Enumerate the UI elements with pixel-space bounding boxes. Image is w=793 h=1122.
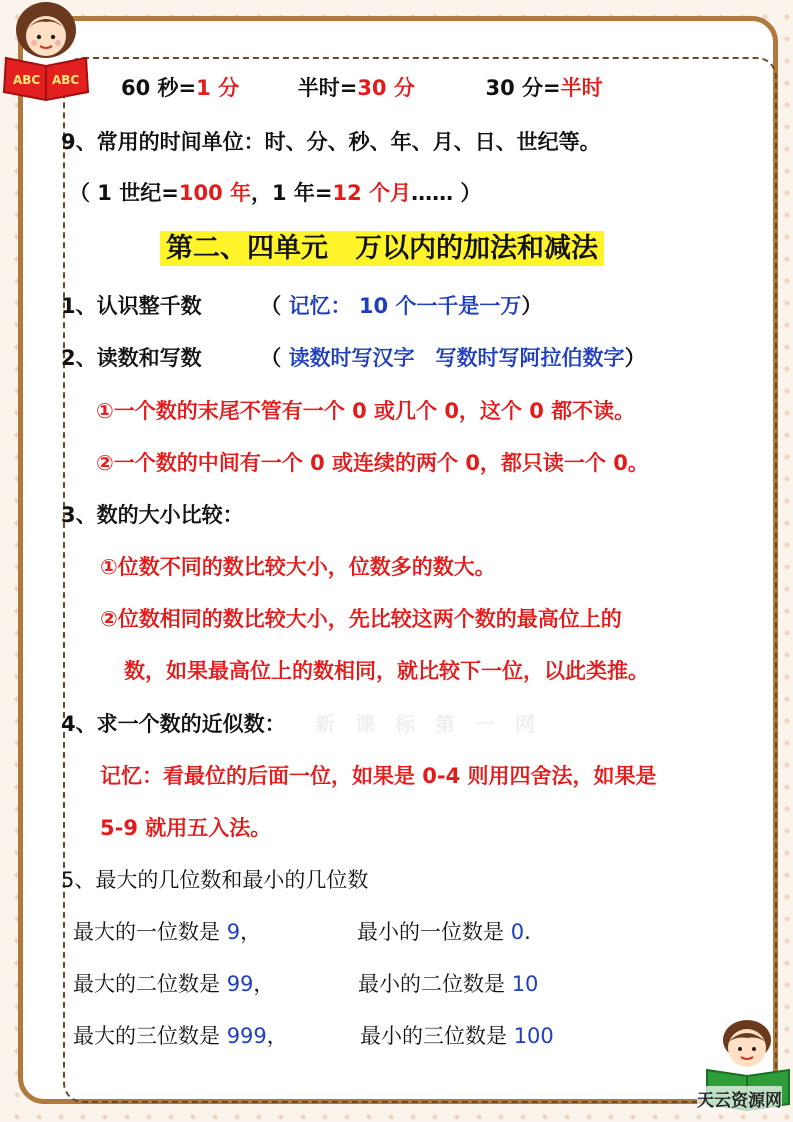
min-value: 0	[510, 920, 525, 944]
century-text: （ 1 世纪=	[69, 181, 179, 205]
min-value: 10	[511, 972, 539, 996]
separator: ，	[253, 972, 275, 996]
max-value: 999	[226, 1024, 267, 1048]
section-1-head: 1、认识整千数	[61, 294, 202, 318]
min-value: 100	[513, 1024, 554, 1048]
book-label-right: ABC	[52, 73, 80, 87]
time-value: 1 分	[196, 76, 240, 100]
century-text: ，1 年=	[251, 181, 333, 205]
section-4-head: 4、求一个数的近似数：	[61, 712, 286, 736]
paren: ）	[624, 346, 646, 370]
period: .	[524, 920, 531, 944]
time-text: 半时=	[297, 76, 358, 100]
century-text: …… ）	[411, 181, 482, 205]
paren: （	[260, 294, 282, 318]
time-value: 30 分	[357, 76, 415, 100]
separator: ，	[266, 1024, 288, 1048]
section-2-head: 2、读数和写数	[61, 346, 202, 370]
section-3-rule-1: ①位数不同的数比较大小，位数多的数大。	[100, 555, 496, 579]
section-3-head: 3、数的大小比较：	[61, 503, 244, 527]
time-conversion-line	[121, 72, 603, 102]
min-label: 最小的三位数是	[360, 1024, 514, 1048]
century-value: 100 年	[178, 181, 251, 205]
time-text: 60 秒=	[121, 76, 197, 100]
max-label: 最大的一位数是	[73, 920, 227, 944]
section-2-rule-1: ①一个数的末尾不管有一个 0 或几个 0，这个 0 都不读。	[96, 399, 636, 423]
section-4-note-b: 5-9 就用五入法。	[100, 816, 272, 840]
unit-title	[160, 226, 604, 265]
section-2	[61, 342, 646, 372]
unit-title-text: 第二、四单元 万以内的加法和减法	[160, 231, 604, 266]
section-3-rule-2b: 数，如果最高位上的数相同，就比较下一位，以此类推。	[124, 659, 649, 683]
section-4-note-a: 记忆：看最位的后面一位，如果是 0-4 则用四舍法，如果是	[100, 764, 657, 788]
max-value: 99	[226, 972, 254, 996]
min-label: 最小的二位数是	[358, 972, 512, 996]
min-label: 最小的一位数是	[357, 920, 511, 944]
max-value: 9	[226, 920, 241, 944]
century-line	[69, 177, 481, 207]
time-text: 30 分=	[485, 76, 561, 100]
paren: ）	[521, 294, 543, 318]
year-value: 12 个月	[332, 181, 412, 205]
separator: ，	[240, 920, 262, 944]
footer-watermark: 天云资源网	[697, 1086, 782, 1111]
section-1	[61, 290, 542, 320]
paren: （	[260, 346, 282, 370]
site-watermark: 新课标第一网	[315, 712, 555, 736]
section-1-note: 记忆： 10 个一千是一万	[288, 294, 522, 318]
book-label-left: ABC	[13, 73, 41, 87]
girl-reading-illustration	[0, 0, 96, 104]
item9-line: 9、常用的时间单位：时、分、秒、年、月、日、世纪等。	[61, 130, 601, 154]
time-value: 半时	[560, 76, 603, 100]
section-3-rule-2a: ②位数相同的数比较大小，先比较这两个数的最高位上的	[100, 607, 622, 631]
section-2-rule-2: ②一个数的中间有一个 0 或连续的两个 0，都只读一个 0。	[96, 451, 649, 475]
max-label: 最大的三位数是	[73, 1024, 227, 1048]
section-2-note: 读数时写汉字 写数时写阿拉伯数字	[288, 346, 625, 370]
section-5-head: 5、最大的几位数和最小的几位数	[61, 868, 369, 892]
max-label: 最大的二位数是	[73, 972, 227, 996]
